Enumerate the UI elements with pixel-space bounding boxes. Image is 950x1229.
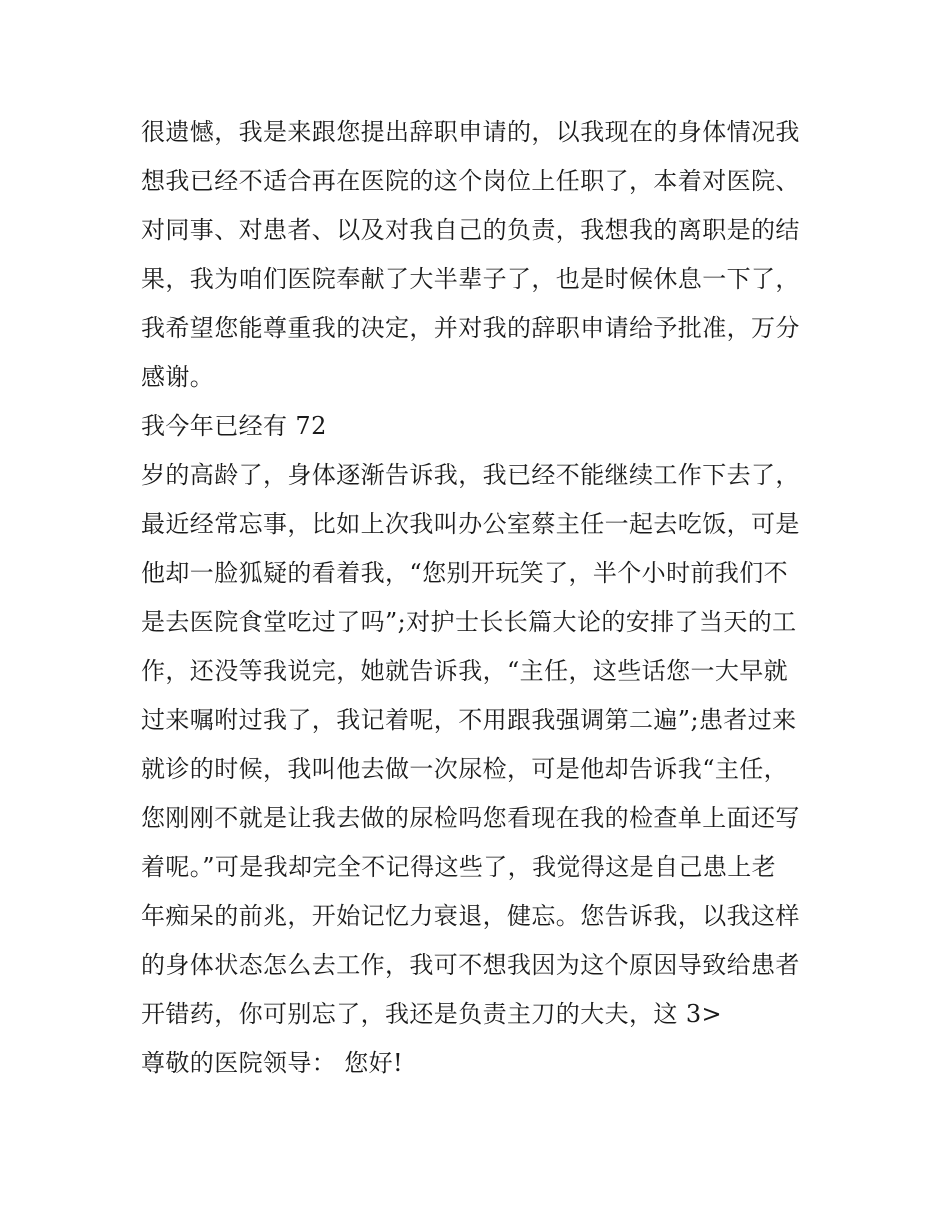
text-line: 作，还没等我说完，她就告诉我，“主任，这些话您一大早就: [141, 657, 789, 685]
text-line: 的身体状态怎么去工作，我可不想我因为这个原因导致给患者: [141, 951, 800, 979]
text-line: 您刚刚不就是让我去做的尿检吗您看现在我的检查单上面还写: [141, 804, 800, 832]
text-line: 开错药，你可别忘了，我还是负责主刀的大夫，这 3>: [141, 1000, 723, 1028]
text-line: 过来嘱咐过我了，我记着呢，不用跟我强调第二遍”;患者过来: [141, 706, 797, 734]
body-text: [141, 108, 831, 1088]
text-line: 我今年已经有 72: [141, 412, 327, 440]
text-line: 想我已经不适合再在医院的这个岗位上任职了，本着对医院、: [141, 167, 800, 195]
text-line: 果，我为咱们医院奉献了大半辈子了，也是时候休息一下了，: [141, 265, 800, 293]
text-line: 年痴呆的前兆，开始记忆力衰退，健忘。您告诉我，以我这样: [141, 902, 800, 930]
text-line: 是去医院食堂吃过了吗”;对护士长长篇大论的安排了当天的工: [141, 608, 797, 636]
text-line: 感谢。: [141, 363, 215, 391]
text-line: 岁的高龄了，身体逐渐告诉我，我已经不能继续工作下去了，: [141, 461, 800, 489]
text-line: 对同事、对患者、以及对我自己的负责，我想我的离职是的结: [141, 216, 800, 244]
text-line: 他却一脸狐疑的看着我，“您别开玩笑了，半个小时前我们不: [141, 559, 789, 587]
salutation: 尊敬的医院领导： 您好!: [141, 1049, 404, 1077]
text-line: 很遗憾，我是来跟您提出辞职申请的，以我现在的身体情况我: [141, 118, 800, 146]
text-line: 最近经常忘事，比如上次我叫办公室蔡主任一起去吃饭，可是: [141, 510, 800, 538]
text-line: 就诊的时候，我叫他去做一次尿检，可是他却告诉我“主任，: [141, 755, 789, 783]
text-line: 我希望您能尊重我的决定，并对我的辞职申请给予批准，万分: [141, 314, 800, 342]
text-line: 着呢。”可是我却完全不记得这些了，我觉得这是自己患上老: [141, 853, 777, 881]
